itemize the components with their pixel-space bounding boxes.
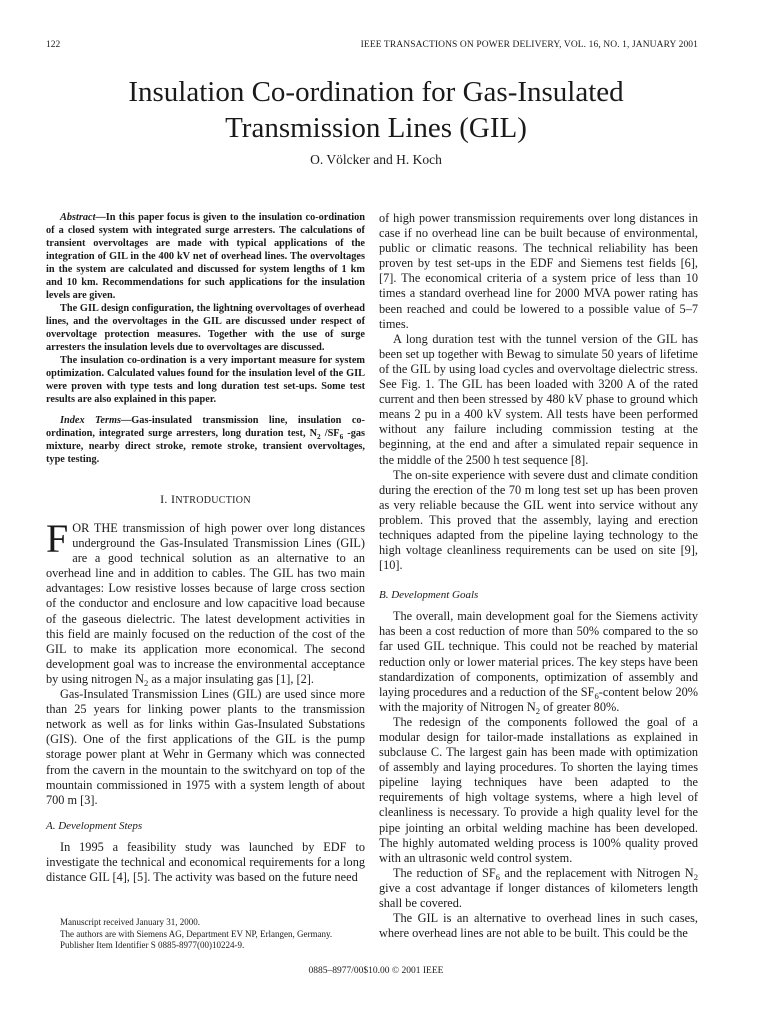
index-terms-label: Index Terms	[60, 415, 121, 426]
subsection-heading-development-goals: B. Development Goals	[379, 589, 479, 602]
abstract-paragraph-3: The insulation co-ordination is a very important measure for system optimization. Calculated values found for the insulation level of the GIL were proven with type tests and long duration test set-ups. Some test results are also explained in this paper.	[46, 355, 365, 405]
right-column	[379, 211, 698, 941]
goals-p1-sub-a: 6	[594, 690, 599, 701]
section-numeral: I.	[160, 492, 172, 506]
goals-p1-text-c: of greater 80%.	[540, 699, 620, 714]
goals-paragraph-2: The redesign of the components followed the goal of a modular design for tailor-made installations as explained in subclause C. The largest gain has been made with optimization of assembly and laying procedures. To shorten the laying times pipeline laying techniques have been adapted to the requirements of high voltage systems, where a high level of cleanliness is necessary. To provide a high quality level for the pipe jointing an orbital welding machine has been developed. The highly automated welding process is 100% quality proved with an ultrasonic weld control system.	[379, 714, 698, 865]
title-line-1: Insulation Co-ordination for Gas-Insulated	[128, 76, 624, 108]
development-steps-body	[46, 840, 365, 885]
title-line-2: Transmission Lines (GIL)	[225, 112, 527, 144]
goals-p1-text-a: The overall, main development goal for the Siemens activity has been a cost reduction of more than 50% compared to the so far used GIL technique. This could not be reached by material reduction only or lower material prices. The key steps have been standardization of components, optimization of assembly and laying procedures and a reduction of the SF	[379, 609, 698, 699]
goals-p3-text-a: The reduction of SF	[393, 865, 496, 880]
intro-paragraph-2: Gas-Insulated Transmission Lines (GIL) are used since more than 25 years for linking power plants to the transmission network as well as for links within Gas-Insulated Substations (GIS). One of the first applications of the GIL is the pump storage power plant at Wehr in Germany which was connected from the cavern in the mountain to the switchyard on top of the mountain commissioned in 1975 with a system length of about 700 m [3].	[46, 687, 365, 807]
index-terms-text-b: /SF	[320, 428, 340, 439]
goals-p3-sub-b: 2	[693, 871, 698, 882]
abstract-paragraph-1	[46, 211, 365, 302]
footnote-line-2: The authors are with Siemens AG, Department EV NP, Erlangen, Germany.	[60, 928, 333, 939]
intro-paragraph-1	[46, 516, 366, 688]
left-column	[46, 211, 365, 885]
abstract	[46, 211, 365, 466]
subsection-heading-development-steps: A. Development Steps	[46, 819, 143, 832]
goals-p3-sub-a: 6	[495, 871, 500, 882]
intro-text-b: as a major insulating gas [1], [2].	[148, 671, 314, 686]
footnote-line-3: Publisher Item Identifier S 0885-8977(00)10224-9.	[60, 940, 245, 950]
index-terms-text-c: -gas mixture, nearby direct stroke, remote stroke, transient overvoltages, type testing.	[46, 428, 366, 465]
index-terms-text-a: —Gas-insulated transmission line, insulation co-ordination, integrated surge arresters, long duration test, N	[46, 415, 365, 439]
right-column-body	[379, 211, 698, 573]
goals-p1-sub-b: 2	[535, 705, 541, 716]
section-rest: NTRODUCTION	[175, 495, 251, 506]
intro-sub: 2	[144, 677, 149, 688]
authors: O. Völcker and H. Koch	[310, 152, 442, 167]
abstract-text-1: —In this paper focus is given to the insulation co-ordination of a closed system with integrated surge arresters. The calculations of transient overvoltages are made with typical applications of the integration of GIL in the 400 kV net of overhead lines. The overvoltages in the system are calculated and discussed for system lengths of 1 km and 10 km. Recommendations for such applications for the insulation levels are given.	[46, 212, 365, 301]
goals-p3-text-b: and the replacement with Nitrogen N	[499, 865, 694, 880]
right-paragraph-1: of high power transmission requirements over long distances in case if no overhead line can be built because of environmental, public or climatic reasons. The technical reliability has been proven by test set-ups in the EDF and Siemens test fields [6], [7]. The economical criteria of a system price of less than 10 times a standard overhead line for 2000 MVA power rating has been reached and could be lowered to a possible value of 5–7 times.	[379, 211, 698, 331]
intro-text-a: transmission of high power over long distances underground the Gas-Insulated Transmission Lines (GIL) are a good technical solution as an alternative to an overhead line and in addition to cables. The GIL has two main advantages: Low resistive losses because of large cross section of the conductor and enclosure and low capacitive load because of the gaseous dielectric. The latest development activities in this field are mainly focused on the reduction of the cost of the GIL to make its application more economical. The second development goal was to increase the environmental acceptance by using nitrogen N	[46, 521, 366, 686]
right-paragraph-3: The on-site experience with severe dust and climate condition during the erection of the 70 m long test set up has been proven as very reliable because the GIL went into service without any problem. This proved that the assembly, laying and erection techniques adapted from the pipeline laying technology to the high voltage cleanliness requirements can be used on site [9], [10].	[379, 467, 698, 573]
page-number: 122	[46, 40, 61, 50]
goals-paragraph-3	[379, 866, 698, 911]
steps-paragraph-1: In 1995 a feasibility study was launched by EDF to investigate the technical and economical requirements for a long distance GIL [4], [5]. The activity was based on the future need	[46, 839, 365, 884]
goals-p1-text-b: -content below 20% with the majority of Nitrogen N	[379, 684, 699, 714]
index-terms-sub-a: 2	[317, 433, 321, 441]
intro-lead: OR THE	[72, 521, 118, 535]
footnote	[46, 917, 376, 952]
index-terms	[46, 414, 365, 466]
journal-header: IEEE TRANSACTIONS ON POWER DELIVERY, VOL. 16, NO. 1, JANUARY 2001	[360, 40, 698, 50]
paper-title	[0, 74, 752, 146]
goals-paragraph-1	[379, 609, 698, 715]
right-paragraph-2: A long duration test with the tunnel version of the GIL has been set up together with Bewag to simulate 50 years of lifetime of the GIL by using load cycles and overvoltage dielectric stress. See Fig. 1. The GIL has been loaded with 3200 A of the rated current and then been stressed by 480 kV phase to ground which means 2 pu in a 400 kV system. All tests have been performed without any failure including commission testing at the beginning, at the end and after a simulated repair sequence in the middle of the 2500 h test sequence [8].	[379, 331, 698, 467]
goals-p3-text-c: give a cost advantage if longer distances of kilometers length shall be covered.	[379, 880, 698, 911]
section-heading-introduction	[46, 492, 365, 507]
development-goals-body	[379, 609, 698, 941]
footnote-line-1: Manuscript received January 31, 2000.	[60, 917, 200, 927]
goals-paragraph-4: The GIL is an alternative to overhead lines in such cases, where overhead lines are not able to be built. This could be the	[379, 911, 698, 941]
introduction-body	[46, 516, 366, 808]
index-terms-sub-b: 6	[339, 433, 344, 441]
abstract-paragraph-2: The GIL design configuration, the lightning overvoltages of overhead lines, and the overvoltages in the GIL are discussed under respect of overvoltage protection measures. Together with the use of surge arresters the insulation levels due to overvoltages are discussed.	[46, 303, 365, 353]
abstract-label: Abstract	[60, 212, 96, 223]
drop-cap: F	[46, 516, 69, 561]
section-initial: I	[171, 492, 176, 506]
copyright-footer: 0885–8977/00$10.00 © 2001 IEEE	[308, 966, 444, 976]
